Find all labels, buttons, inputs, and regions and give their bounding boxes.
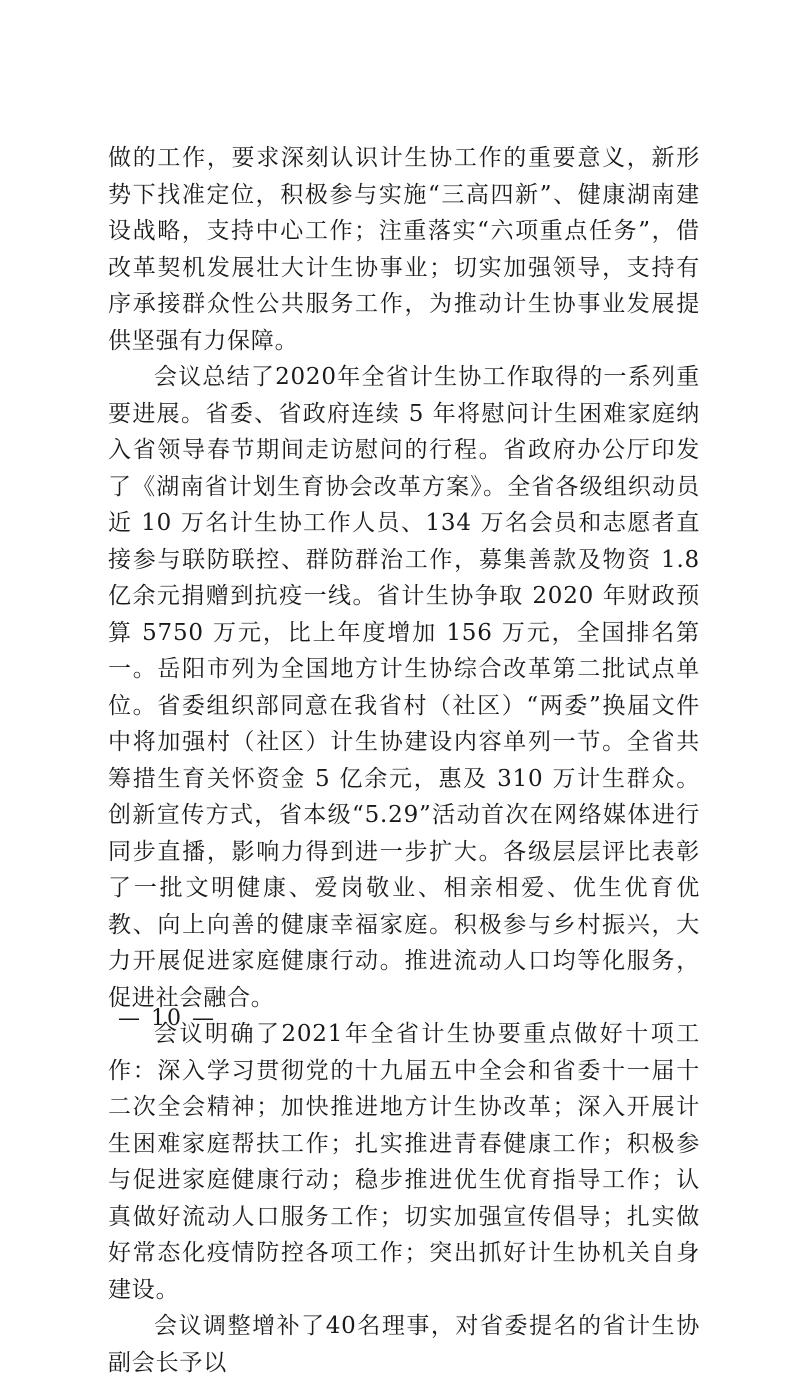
paragraph-2021-tasks: 会议明确了2021年全省计生协要重点做好十项工作：深入学习贯彻党的十九届五中全会和省委十一届十二次全会精神；加快推进地方计生协改革；深入开展计生困难家庭帮扶工作；扎实推进青春健康工作；积极参与促进家庭健康行动；稳步推进优生优育指导工作；认真做好流动人口服务工作；切实加强宣传倡导；扎实做好常态化疫情防控各项工作；突出抓好计生协机关自身建设。	[108, 1021, 700, 1303]
paragraph-continued: 做的工作，要求深刻认识计生协工作的重要意义，新形势下找准定位，积极参与实施“三高四新”、健康湖南建设战略，支持中心工作；注重落实“六项重点任务”，借改革契机发展壮大计生协事业；切实加强领导，支持有序承接群众性公共服务工作，为推动计生协事业发展提供坚强有力保障。	[108, 145, 700, 354]
document-body	[108, 140, 700, 1381]
paragraph-board-adjustment: 会议调整增补了40名理事，对省委提名的省计生协副会长予以	[108, 1313, 700, 1376]
paragraph-2020-summary: 会议总结了2020年全省计生协工作取得的一系列重要进展。省委、省政府连续 5 年将慰问计生困难家庭纳入省领导春节期间走访慰问的行程。省政府办公厅印发了《湖南省计划生育协会改革方案》。全省各级组织动员近 10 万名计生协工作人员、134 万名会员和志愿者直接参与联防联控、群防群治工作，募集善款及物资 1.8 亿余元捐赠到抗疫一线。省计生协争取 2020 年财政预算 5750 万元，比上年度增加 156 万元，全国排名第一。岳阳市列为全国地方计生协综合改革第二批试点单位。省委组织部同意在我省村（社区）“两委”换届文件中将加强村（社区）计生协建设内容单列一节。全省共筹措生育关怀资金 5 亿余元，惠及 310 万计生群众。创新宣传方式，省本级“5.29”活动首次在网络媒体进行同步直播，影响力得到进一步扩大。各级层层评比表彰了一批文明健康、爱岗敬业、相亲相爱、优生优育优教、向上向善的健康幸福家庭。积极参与乡村振兴，大力开展促进家庭健康行动。推进流动人口均等化服务，促进社会融合。	[108, 364, 700, 1011]
page-number: — 10 —	[118, 1006, 216, 1031]
